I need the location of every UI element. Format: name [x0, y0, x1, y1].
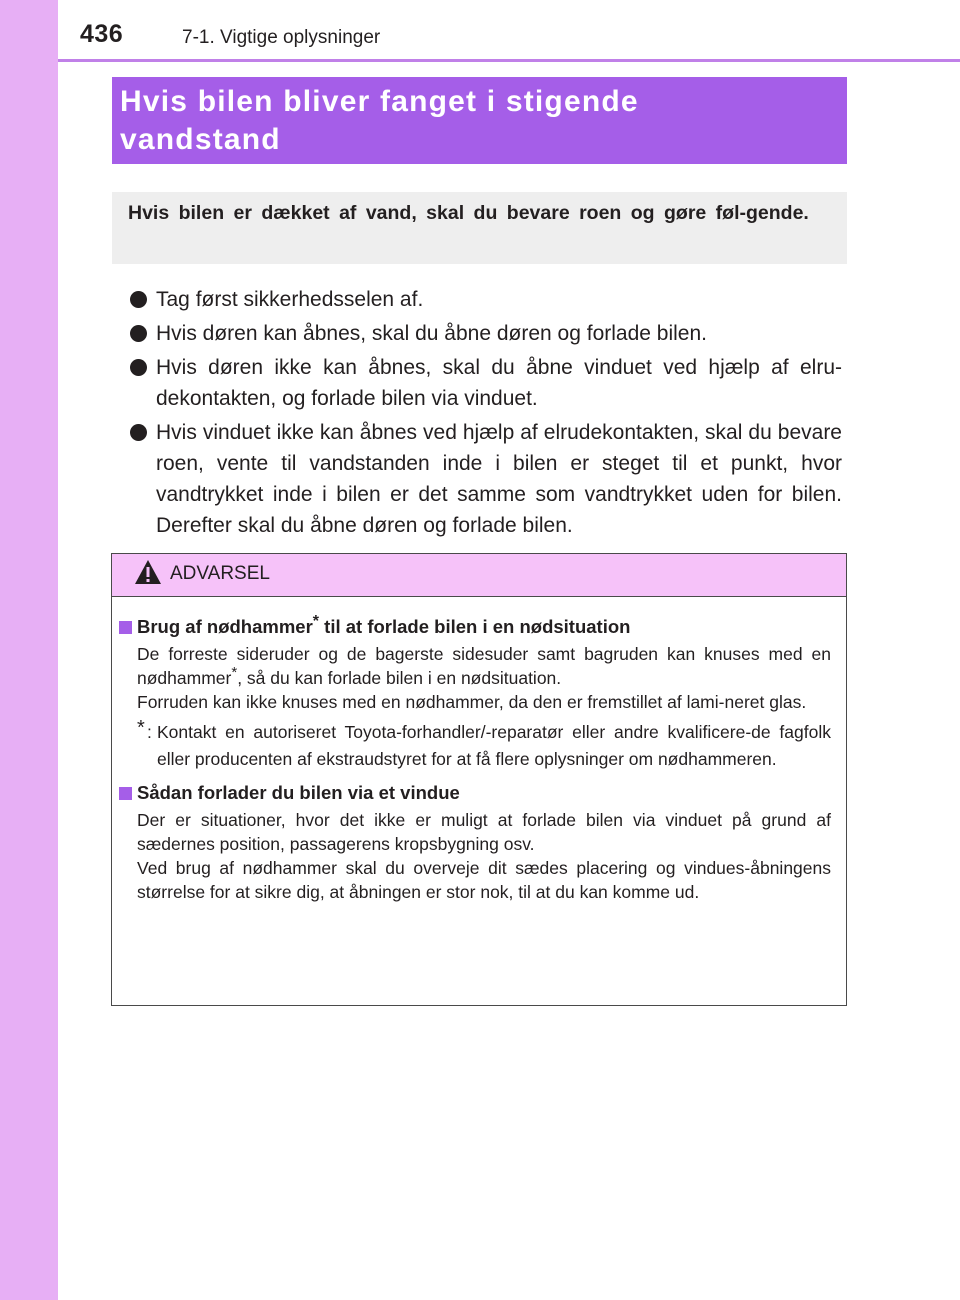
warning-body — [112, 597, 846, 904]
list-item — [130, 352, 842, 414]
warning-paragraph: Forruden kan ikke knuses med en nødhammer, da den er fremstillet af lami-neret glas. — [137, 692, 807, 712]
warning-label: ADVARSEL — [170, 563, 270, 584]
bullet-icon — [130, 359, 147, 376]
asterisk-mark: * — [312, 613, 320, 630]
warning-triangle-icon — [134, 559, 162, 585]
paragraph-text: De forreste sideruder og de bagerste sidesuder samt bagruden kan knuses med en nødhammer — [137, 644, 831, 688]
list-item — [130, 284, 842, 315]
footnote — [137, 719, 831, 773]
heading-text: Sådan forlader du bilen via et vindue — [137, 782, 460, 803]
side-band — [0, 0, 58, 1300]
warning-header — [112, 554, 846, 597]
section-title-line-1: Hvis bilen bliver fanget i stigende — [120, 85, 639, 118]
section-title-line-2: vandstand — [120, 123, 281, 156]
square-bullet-icon — [119, 621, 132, 634]
heading-text: til at forlade bilen i en nødsituation — [319, 616, 631, 637]
heading-text: Brug af nødhammer — [137, 616, 313, 637]
warning-box — [111, 553, 847, 1006]
section-title — [112, 77, 847, 164]
list-item-text: Tag først sikkerhedsselen af. — [156, 288, 424, 311]
footnote-asterisk: * — [137, 717, 145, 739]
list-item — [130, 417, 842, 541]
square-bullet-icon — [119, 787, 132, 800]
chapter-title: 7-1. Vigtige oplysninger — [182, 27, 381, 48]
list-item — [130, 318, 842, 349]
warning-paragraph: Der er situationer, hvor det ikke er muligt at forlade bilen via vinduet på grund af sædernes position, passagerens kropsbygning osv. — [137, 810, 831, 854]
page-number: 436 — [80, 20, 124, 48]
footnote-text: Kontakt en autoriseret Toyota-forhandler/-reparatør eller andre kvalificere-de fagfolk eller producenten af ekstraudstyret for at få flere oplysninger om nødhammeren. — [157, 722, 831, 769]
warning-section-heading — [119, 781, 831, 805]
footnote-colon: : — [147, 722, 152, 742]
header-rule — [58, 59, 960, 62]
list-item-text: Hvis vinduet ikke kan åbnes ved hjælp af elrudekontakten, skal du bevare roen, vente til vandstanden inde i bilen er steget til et punkt, hvor vandtrykket inde i bilen er det samme som vandtrykket uden for bilen. Derefter skal du åbne døren og forlade bilen. — [156, 421, 842, 537]
bullet-icon — [130, 424, 147, 441]
bullet-list — [130, 284, 842, 544]
bullet-icon — [130, 325, 147, 342]
intro-text: Hvis bilen er dækket af vand, skal du bevare roen og gøre føl-gende. — [128, 202, 809, 224]
asterisk-mark: * — [231, 664, 238, 681]
list-item-text: Hvis døren kan åbnes, skal du åbne døren og forlade bilen. — [156, 322, 707, 345]
warning-paragraph: Ved brug af nødhammer skal du overveje dit sædes placering og vindues-åbningens størrelse for at sikre dig, at åbningen er stor nok, til at du kan komme ud. — [137, 858, 831, 902]
list-item-text: Hvis døren ikke kan åbnes, skal du åbne vinduet ved hjælp af elru-dekontakten, og forlade bilen via vinduet. — [156, 356, 842, 410]
warning-paragraph — [137, 642, 831, 690]
intro-box — [112, 192, 847, 264]
bullet-icon — [130, 291, 147, 308]
warning-section-heading — [119, 615, 831, 639]
paragraph-text: , så du kan forlade bilen i en nødsituation. — [237, 668, 562, 688]
